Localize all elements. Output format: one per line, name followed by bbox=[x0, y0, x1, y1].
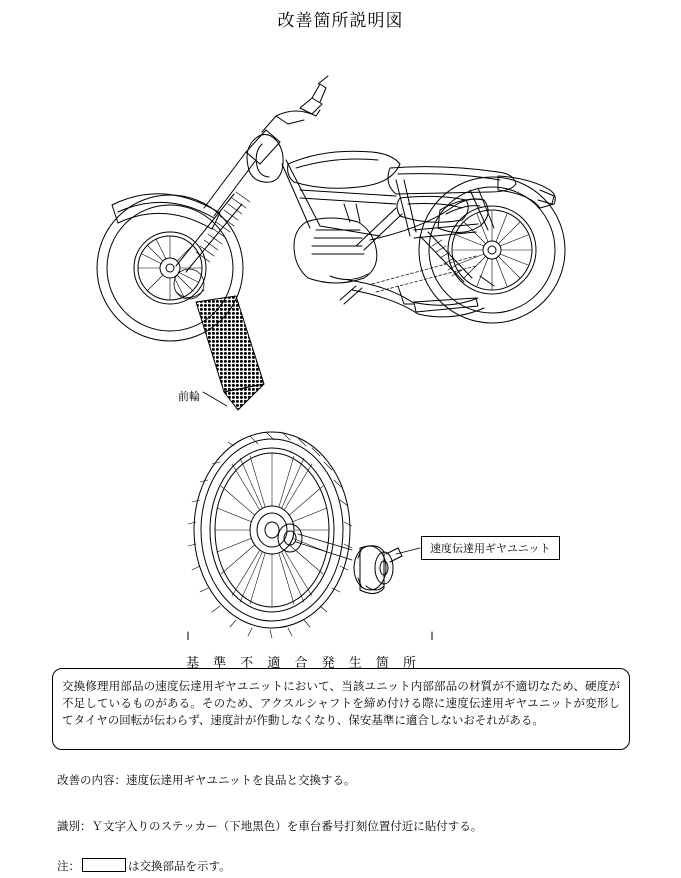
page-title: 改善箇所説明図 bbox=[277, 11, 404, 31]
description-text: 交換修理用部品の速度伝達用ギヤユニットにおいて、当該ユニット内部部品の材質が不適切なため、硬度が不足しているものがある。そのため、アクスルシャフトを締め付ける際に速度伝達用ギヤユニットが変形してタイヤの回転が伝わらず、速度計が作動しなくなり、保安基準に適合しないおそれがある。 bbox=[62, 679, 620, 727]
improvement-note: 改善の内容：速度伝達用ギヤユニットを良品と交換する。 bbox=[57, 773, 356, 787]
nonconformity-label: 基 準 不 適 合 発 生 箇 所 bbox=[186, 656, 422, 671]
nonconformity-underline bbox=[188, 632, 432, 640]
gear-unit-label: 速度伝達用ギヤユニット bbox=[421, 536, 560, 560]
identification-note: 識別：Ｙ文字入りのステッカー（下地黒色）を車台番号打刻位置付近に貼付する。 bbox=[57, 819, 483, 833]
front-wheel-label: 前輪 bbox=[178, 390, 200, 403]
technical-drawing bbox=[0, 40, 681, 640]
down-arrow-hatched bbox=[196, 296, 264, 410]
legend-suffix: は交換部品を示す。 bbox=[128, 859, 231, 873]
legend-prefix: 注： bbox=[57, 859, 80, 873]
legend-swatch bbox=[82, 858, 126, 872]
figure-area bbox=[0, 40, 681, 671]
speedometer-gear-unit-illustration bbox=[354, 546, 420, 594]
legend-note bbox=[57, 858, 231, 874]
front-wheel-illustration bbox=[188, 432, 352, 638]
motorcycle-illustration bbox=[97, 76, 565, 341]
